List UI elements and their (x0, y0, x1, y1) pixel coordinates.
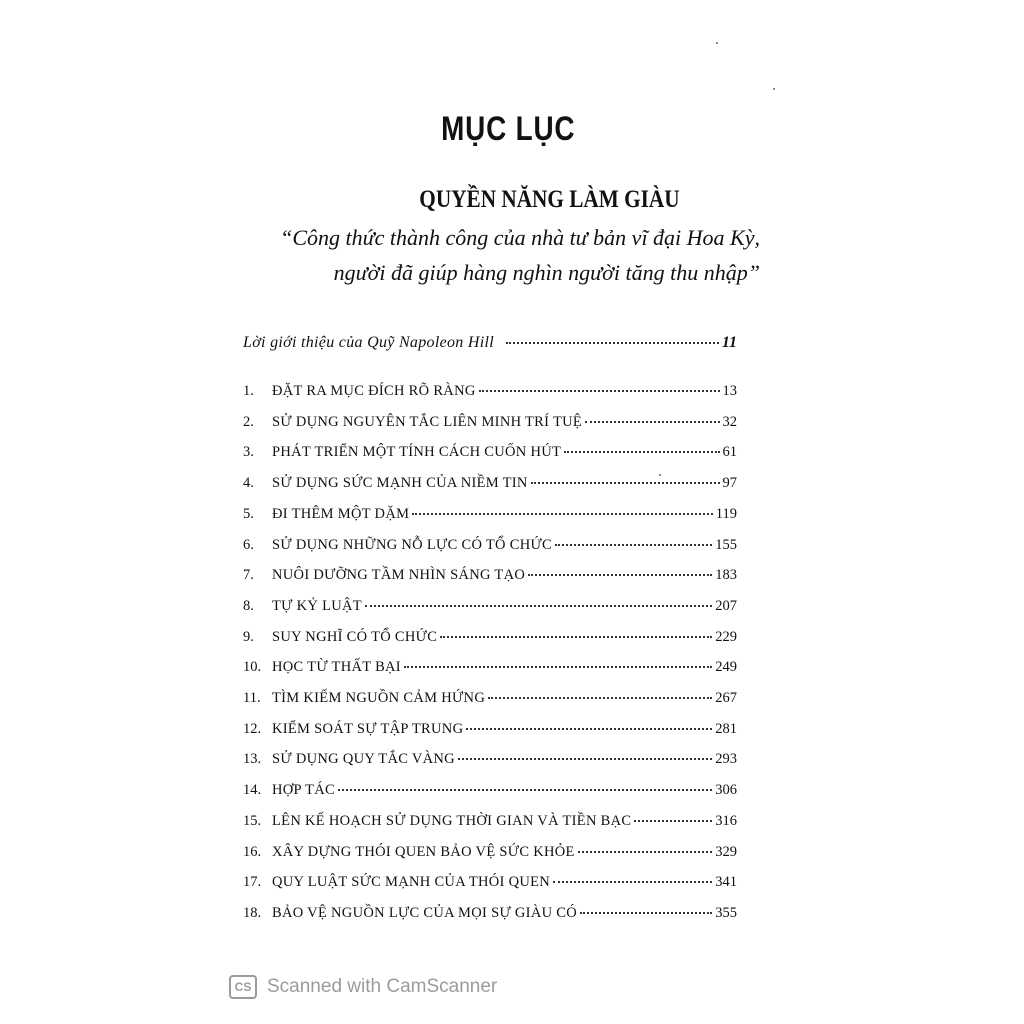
toc-entry (243, 537, 737, 559)
dot-leader (338, 789, 712, 791)
toc-entry-number: 8. (243, 598, 254, 614)
toc-entry (243, 813, 737, 835)
toc-entry-page: 249 (715, 659, 737, 675)
toc-entry-page: 341 (715, 874, 737, 890)
toc-entry (243, 874, 737, 896)
toc-entry-label: ĐẶT RA MỤC ĐÍCH RÕ RÀNG (272, 383, 476, 399)
dot-leader (365, 605, 712, 607)
toc-entry-label: SỬ DỤNG SỨC MẠNH CỦA NIỀM TIN (272, 475, 528, 491)
toc-entry-label: XÂY DỰNG THÓI QUEN BẢO VỆ SỨC KHỎE (272, 844, 575, 860)
toc-entry (243, 598, 737, 620)
toc-entry-label: LÊN KẾ HOẠCH SỬ DỤNG THỜI GIAN VÀ TIỀN BẠC (272, 813, 632, 829)
subtitle-line-2: người đã giúp hàng nghìn người tăng thu nhập” (333, 260, 760, 285)
page-title: MỤC LỤC (441, 110, 576, 148)
toc-entry-number: 3. (243, 444, 254, 460)
toc-entry (243, 506, 737, 528)
toc-entry (243, 690, 737, 712)
toc-entry-number: 11. (243, 690, 261, 706)
dot-leader (580, 912, 712, 914)
toc-entry-number: 13. (243, 751, 262, 767)
dot-leader (404, 666, 712, 668)
toc-entry (243, 383, 737, 405)
toc-entry-label: TÌM KIẾM NGUỒN CẢM HỨNG (272, 690, 486, 706)
dot-leader (466, 728, 712, 730)
toc-entry-page: 355 (715, 905, 737, 921)
toc-entry-label: ĐI THÊM MỘT DẶM (272, 506, 410, 522)
toc-entry-page: 306 (715, 782, 737, 798)
dot-leader (506, 342, 719, 344)
toc-entry-label: HỢP TÁC (272, 782, 335, 798)
toc-entry (243, 905, 737, 927)
toc-entry-label: BẢO VỆ NGUỒN LỰC CỦA MỌI SỰ GIÀU CÓ (272, 905, 578, 921)
toc-entry (243, 721, 737, 743)
camscanner-watermark (229, 975, 497, 999)
dot-leader (528, 574, 712, 576)
toc-entry-page: 281 (715, 721, 737, 737)
toc-entry-page: 293 (715, 751, 737, 767)
toc-intro-label: Lời giới thiệu của Quỹ Napoleon Hill (243, 334, 494, 351)
scan-speck (716, 42, 718, 44)
subtitle-line-1: “Công thức thành công của nhà tư bản vĩ đại Hoa Kỳ, (280, 225, 760, 250)
toc-intro-entry (243, 334, 737, 356)
toc-entry-number: 9. (243, 629, 254, 645)
toc-entry-page: 316 (715, 813, 737, 829)
toc-entry (243, 444, 737, 466)
toc-entry-label: HỌC TỪ THẤT BẠI (272, 659, 401, 675)
dot-leader (488, 697, 712, 699)
toc-entry-number: 2. (243, 414, 254, 430)
book-title: QUYỀN NĂNG LÀM GIÀU (419, 186, 680, 213)
toc-entry (243, 414, 737, 436)
dot-leader (531, 482, 720, 484)
toc-entry-number: 5. (243, 506, 254, 522)
toc-entry-label: SUY NGHĨ CÓ TỔ CHỨC (272, 629, 438, 645)
toc-entry-number: 1. (243, 383, 254, 399)
toc-entry (243, 629, 737, 651)
toc-entry-number: 12. (243, 721, 262, 737)
toc-entry-number: 14. (243, 782, 262, 798)
toc-entry-label: KIỂM SOÁT SỰ TẬP TRUNG (272, 721, 464, 737)
dot-leader (555, 544, 712, 546)
toc-entry (243, 751, 737, 773)
toc-entry-number: 10. (243, 659, 262, 675)
toc-entry-page: 119 (715, 506, 737, 522)
toc-entry-page: 207 (715, 598, 737, 614)
toc-entry-page: 229 (715, 629, 737, 645)
toc-entry-label: SỬ DỤNG QUY TẮC VÀNG (272, 751, 455, 767)
toc-entry-label: QUY LUẬT SỨC MẠNH CỦA THÓI QUEN (272, 874, 551, 890)
toc-entry-number: 15. (243, 813, 262, 829)
toc-entry-number: 4. (243, 475, 254, 491)
dot-leader (578, 851, 713, 853)
dot-leader (634, 820, 712, 822)
toc-entry (243, 659, 737, 681)
toc-entry (243, 782, 737, 804)
toc-entry-number: 17. (243, 874, 262, 890)
toc-entry-page: 267 (715, 690, 737, 706)
toc-entry-page: 61 (722, 444, 737, 460)
toc-entry-page: 97 (722, 475, 737, 491)
toc-entry-page: 183 (715, 567, 737, 583)
watermark-text: Scanned with CamScanner (267, 976, 498, 997)
toc-entry-page: 155 (715, 537, 737, 553)
toc-entry-page: 13 (722, 383, 737, 399)
toc-entry (243, 475, 737, 497)
dot-leader (585, 421, 719, 423)
toc-entry-number: 7. (243, 567, 254, 583)
toc-entry (243, 567, 737, 589)
toc-entry-label: NUÔI DƯỠNG TẦM NHÌN SÁNG TẠO (272, 567, 526, 583)
scan-speck (659, 474, 661, 476)
camscanner-logo-icon: CS (229, 975, 257, 999)
toc-entry-label: SỬ DỤNG NGUYÊN TẮC LIÊN MINH TRÍ TUỆ (272, 414, 583, 430)
toc-intro-page: 11 (721, 334, 737, 351)
toc-entry-label: TỰ KỶ LUẬT (272, 598, 362, 614)
scan-speck (773, 88, 775, 90)
dot-leader (479, 390, 720, 392)
toc-entry-label: SỬ DỤNG NHỮNG NỖ LỰC CÓ TỔ CHỨC (272, 537, 553, 553)
toc-entry-number: 16. (243, 844, 262, 860)
toc-entry-page: 329 (715, 844, 737, 860)
toc-entry (243, 844, 737, 866)
dot-leader (564, 451, 719, 453)
dot-leader (553, 881, 712, 883)
dot-leader (458, 758, 712, 760)
dot-leader (440, 636, 712, 638)
toc-entry-number: 18. (243, 905, 262, 921)
toc-entry-page: 32 (722, 414, 737, 430)
dot-leader (412, 513, 712, 515)
toc-entry-number: 6. (243, 537, 254, 553)
toc-entry-label: PHÁT TRIỂN MỘT TÍNH CÁCH CUỐN HÚT (272, 444, 562, 460)
